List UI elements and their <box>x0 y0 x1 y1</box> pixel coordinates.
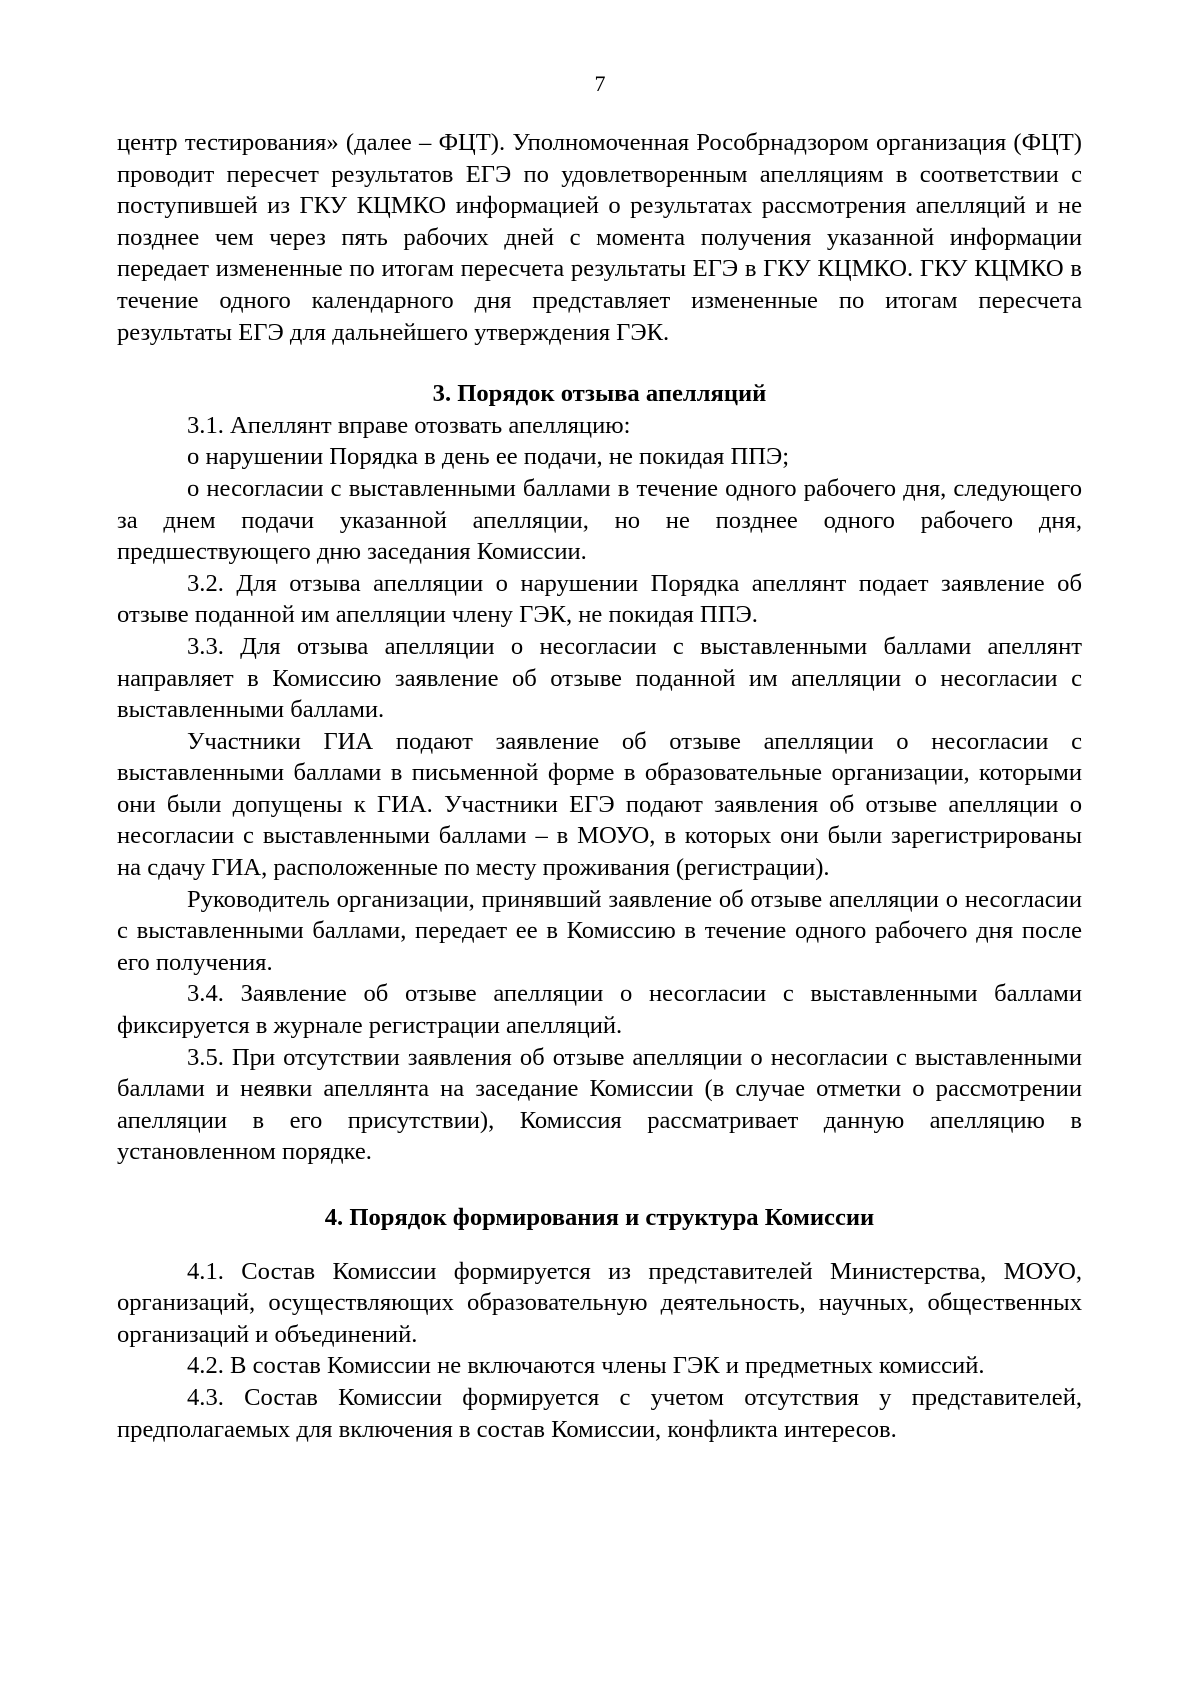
page-number: 7 <box>594 71 606 96</box>
paragraph-4-1: 4.1. Состав Комиссии формируется из представителей Министерства, МОУО, организаций, осуществляющих образовательную деятельность, научных, общественных организаций и объединений. <box>117 1257 1082 1348</box>
paragraph-3-2: 3.2. Для отзыва апелляции о нарушении Порядка апеллянт подает заявление об отзыве поданной им апелляции члену ГЭК, не покидая ППЭ. <box>117 569 1082 629</box>
paragraph-3-1: 3.1. Апеллянт вправе отозвать апелляцию: <box>187 411 631 439</box>
paragraph-3-3: 3.3. Для отзыва апелляции о несогласии с выставленными баллами апеллянт направляет в Комиссию заявление об отзыве поданной им апелляции о несогласии с выставленными баллами. <box>117 632 1082 724</box>
intro-paragraph: центр тестирования» (далее – ФЦТ). Уполномоченная Рособрнадзором организация (ФЦТ) проводит пересчет результатов ЕГЭ по удовлетворенным апелляциям в соответствии с поступившей из ГКУ КЦМКО информацией о результатах рассмотрения апелляций и не позднее чем через пять рабочих дней с момента получения указанной информации передает измененные по итогам пересчета результаты ЕГЭ в ГКУ КЦМКО. ГКУ КЦМКО в течение одного календарного дня представляет измененные по итогам пересчета результаты ЕГЭ для дальнейшего утверждения ГЭК. <box>117 129 1082 346</box>
document-body <box>117 127 1082 1445</box>
section-4-heading: 4. Порядок формирования и структура Комиссии <box>324 1204 875 1231</box>
paragraph-3-1-b: о несогласии с выставленными баллами в течение одного рабочего дня, следующего за днем подачи указанной апелляции, но не позднее одного рабочего дня, предшествующего дню заседания Комиссии. <box>117 474 1082 566</box>
paragraph-3-4: 3.4. Заявление об отзыве апелляции о несогласии с выставленными баллами фиксируется в журнале регистрации апелляций. <box>117 980 1082 1040</box>
paragraph-3-3-gia: Участники ГИА подают заявление об отзыве апелляции о несогласии с выставленными баллами в письменной форме в образовательные организации, которыми они были допущены к ГИА. Участники ЕГЭ подают заявления об отзыве апелляции о несогласии с выставленными баллами – в МОУО, в которых они были зарегистрированы на сдачу ГИА, расположенные по месту проживания (регистрации). <box>117 727 1082 882</box>
paragraph-3-1-a: о нарушении Порядка в день ее подачи, не покидая ППЭ; <box>187 443 790 471</box>
paragraph-4-3: 4.3. Состав Комиссии формируется с учетом отсутствия у представителей, предполагаемых для включения в состав Комиссии, конфликта интересов. <box>117 1383 1082 1443</box>
paragraph-3-3-head: Руководитель организации, принявший заявление об отзыве апелляции о несогласии с выставленными баллами, передает ее в Комиссию в течение одного рабочего дня после его получения. <box>117 885 1082 976</box>
paragraph-4-2: 4.2. В состав Комиссии не включаются члены ГЭК и предметных комиссий. <box>187 1352 985 1380</box>
spacer <box>117 1168 1082 1202</box>
section-3-heading: 3. Порядок отзыва апелляций <box>432 380 767 408</box>
spacer <box>117 348 1082 378</box>
spacer <box>117 1234 1082 1256</box>
paragraph-3-5: 3.5. При отсутствии заявления об отзыве апелляции о несогласии с выставленными баллами и неявки апеллянта на заседание Комиссии (в случае отметки о рассмотрении апелляции в его присутствии), Комиссия рассматривает данную апелляцию в установленном порядке. <box>117 1043 1082 1166</box>
